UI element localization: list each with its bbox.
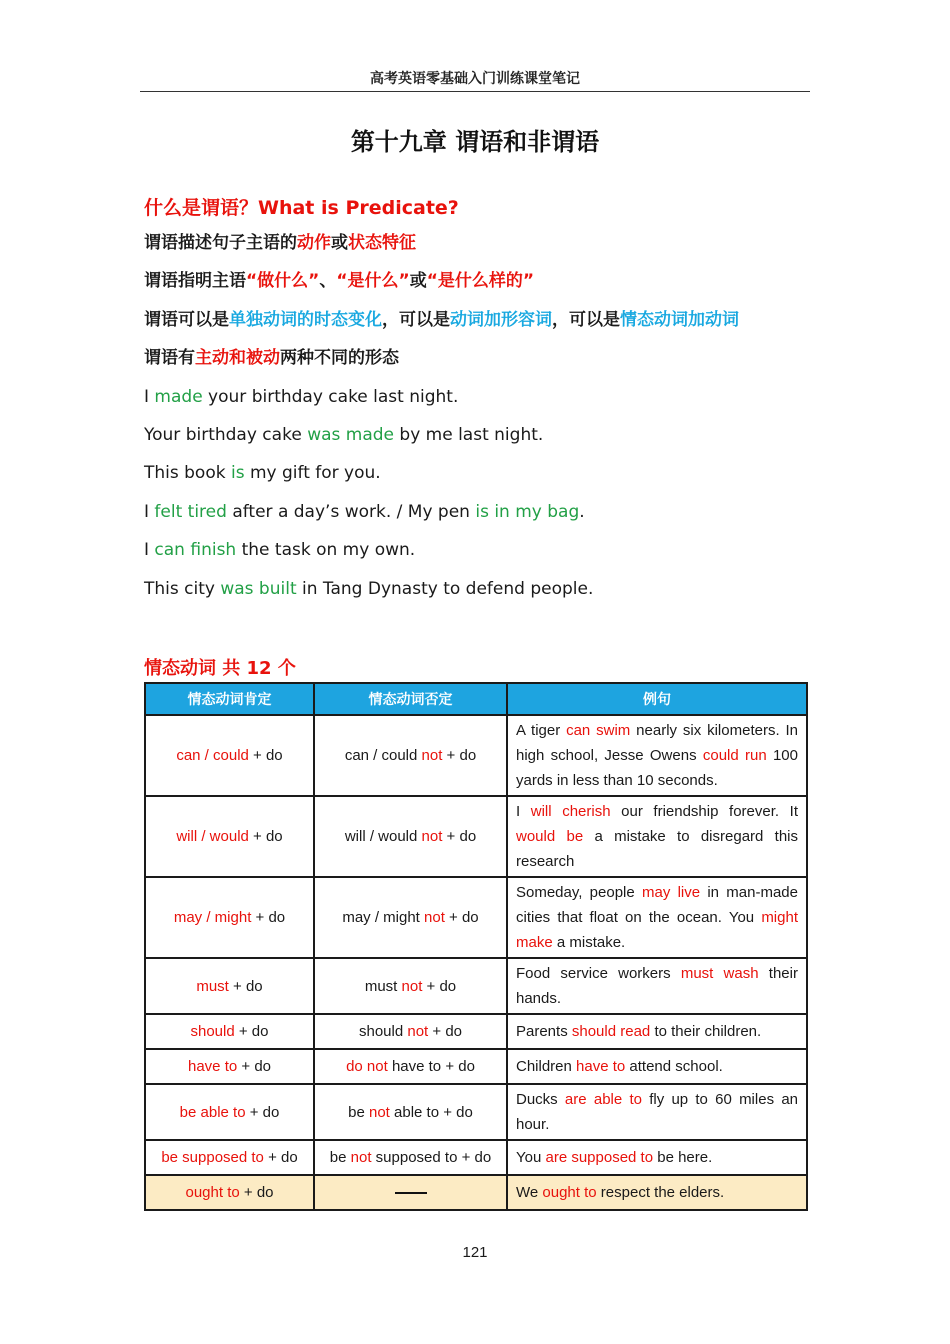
text: must [364,977,402,995]
text: 谓语有 [144,348,195,369]
highlight: be able to [179,1103,246,1121]
highlight: may / might [173,909,252,926]
example-cell [507,1175,807,1210]
text: Ducks [516,1091,565,1108]
highlight: was built [220,578,297,599]
example-cell [507,715,807,796]
highlight: do not [346,1058,388,1075]
text: 两种不同的形态 [280,348,399,369]
text: + do [228,977,263,995]
highlight: 动词加形容词 [450,309,552,330]
highlight: 状态特征 [348,233,416,253]
highlight: could run [702,747,767,764]
highlight: must wash [680,965,759,982]
text: This book [144,463,231,484]
text: + do [237,1058,271,1075]
text: You [516,1149,546,1166]
highlight: might make [516,909,798,951]
text: ，可以是 [552,309,620,330]
negative-cell [314,1175,507,1210]
negative-cell [314,1084,507,1140]
text: in man-made cities that float on the ocean. You [516,884,798,926]
text: 谓语指明主语 [144,271,246,292]
text: be [329,1149,351,1166]
text: in Tang Dynasty to defend people. [296,578,594,599]
highlight: have to [188,1058,238,1075]
text: attend school. [625,1058,723,1075]
table-row [145,1140,807,1175]
highlight: not [401,977,423,995]
example-cell [507,796,807,877]
text: their hands. [516,965,798,1007]
highlight: can swim [566,722,631,739]
highlight: “做什么” [246,271,320,292]
negative-cell [314,877,507,958]
dash-mark [395,1192,427,1194]
table-row [145,1049,807,1084]
text: + do [422,977,457,995]
definition-line-3 [144,301,814,339]
table-row [145,1014,807,1049]
affirmative-cell [145,1175,314,1210]
highlight: not [421,828,443,845]
text: can / could [344,747,422,764]
text: after a day’s work. / My pen [226,501,476,522]
highlight: will cherish [530,803,611,820]
text: I [516,803,531,820]
example-cell [507,877,807,958]
highlight: ought to [185,1184,240,1201]
text: may / might [342,909,425,926]
affirmative-cell [145,1084,314,1140]
highlight: not [421,747,443,764]
highlight: should [190,1023,235,1040]
affirmative-cell [145,715,314,796]
text: able to + do [389,1103,473,1121]
text: supposed to + do [371,1149,492,1166]
text: be here. [653,1149,713,1166]
text: Parents [516,1023,572,1040]
text: a mistake. [552,934,626,951]
text: 或 [409,271,427,292]
negative-cell [314,958,507,1014]
highlight: ought to [542,1184,597,1201]
highlight: not [350,1149,372,1166]
table-header-row [145,683,807,715]
highlight: not [369,1103,390,1121]
section-heading: 什么是谓语？What is Predicate? [144,197,459,219]
text: be [348,1103,369,1121]
text: have to + do [387,1058,475,1075]
table-row [145,796,807,877]
text: 、 [319,271,337,292]
highlight: should read [571,1023,651,1040]
negative-cell [314,1140,507,1175]
example-sentence [144,454,814,492]
text: + do [442,747,477,764]
header-divider [140,91,810,92]
text: + do [245,1103,280,1121]
example-sentence [144,531,814,569]
affirmative-cell [145,958,314,1014]
text: I [144,540,155,561]
highlight: made [154,386,203,407]
highlight: are supposed to [545,1149,654,1166]
text: + do [239,1184,274,1201]
text: to their children. [650,1023,762,1040]
highlight: may live [641,884,701,901]
example-sentence [144,378,814,416]
highlight: “是什么样的” [426,271,535,292]
text: by me last night. [394,425,544,446]
highlight: 情态动词加动词 [620,309,739,330]
text: 谓语描述句子主语的 [144,233,297,253]
highlight: can finish [154,540,237,561]
predicate-section [144,192,814,608]
text: + do [444,909,479,926]
highlight: is in my bag [475,501,580,522]
text: the task on my own. [236,540,416,561]
highlight: felt tired [154,501,227,522]
table-title: 情态动词 共 12 个 [144,658,296,679]
text: + do [251,909,286,926]
page-number: 121 [462,1244,488,1261]
example-cell [507,1049,807,1084]
highlight: 动作 [297,233,331,253]
text: respect the elders. [596,1184,725,1201]
highlight: not [424,909,445,926]
example-sentence [144,416,814,454]
modal-verbs-table [144,682,808,1211]
text: We [516,1184,543,1201]
text: This city [144,578,221,599]
negative-cell [314,715,507,796]
text: Children [516,1058,577,1075]
text: should [358,1023,408,1040]
example-cell [507,958,807,1014]
text: + do [248,828,283,845]
definition-line-1 [144,224,814,262]
header-affirmative: 情态动词肯定 [145,683,314,715]
highlight: “是什么” [336,271,410,292]
highlight: will / would [176,828,249,845]
affirmative-cell [145,1140,314,1175]
text: I [144,501,155,522]
text: your birthday cake last night. [202,386,459,407]
highlight: have to [576,1058,626,1075]
text: our friendship forever. It [610,803,798,820]
text: 100 yards in less than 10 seconds. [516,747,798,789]
text: I [144,386,155,407]
table-row [145,1175,807,1210]
highlight: was made [307,425,394,446]
text: Someday, people [516,884,642,901]
definition-line-2 [144,262,814,300]
highlight: would be [516,828,584,845]
highlight: can / could [176,747,249,764]
affirmative-cell [145,796,314,877]
table-row [145,877,807,958]
text: 或 [331,233,348,253]
text: Your birthday cake [144,425,308,446]
example-sentence [144,570,814,608]
text: A tiger [516,722,567,739]
example-cell [507,1084,807,1140]
text: + do [234,1023,269,1040]
affirmative-cell [145,877,314,958]
highlight: 单独动词的时态变化 [229,309,382,330]
text: ，可以是 [382,309,450,330]
table-row [145,1084,807,1140]
text: . [579,501,585,522]
text: + do [248,747,283,764]
negative-cell [314,1014,507,1049]
text: nearly six kilometers. In high school, Jesse Owens [516,722,798,764]
header-negative: 情态动词否定 [314,683,507,715]
text: + do [442,828,477,845]
definition-line-4 [144,339,814,377]
text: a mistake to disregard this research [516,828,799,870]
text: 谓语可以是 [144,309,229,330]
example-cell [507,1140,807,1175]
text: Food service workers [516,965,681,982]
text: + do [263,1149,298,1166]
highlight: is [230,463,245,484]
table-row [145,958,807,1014]
text: + do [428,1023,462,1040]
text: my gift for you. [244,463,381,484]
example-cell [507,1014,807,1049]
header-example: 例句 [507,683,807,715]
highlight: 主动和被动 [195,348,280,369]
header-title: 高考英语零基础入门训练课堂笔记 [370,71,580,87]
negative-cell [314,796,507,877]
affirmative-cell [145,1049,314,1084]
text: will / would [344,828,422,845]
negative-cell [314,1049,507,1084]
table-row [145,715,807,796]
example-sentences [144,378,814,608]
highlight: be supposed to [161,1149,264,1166]
highlight: not [407,1023,429,1040]
highlight: must [196,977,229,995]
affirmative-cell [145,1014,314,1049]
highlight: are able to [564,1091,642,1108]
chapter-title: 第十九章 谓语和非谓语 [350,128,600,156]
example-sentence [144,493,814,531]
text: fly up to 60 miles an hour. [516,1091,798,1133]
